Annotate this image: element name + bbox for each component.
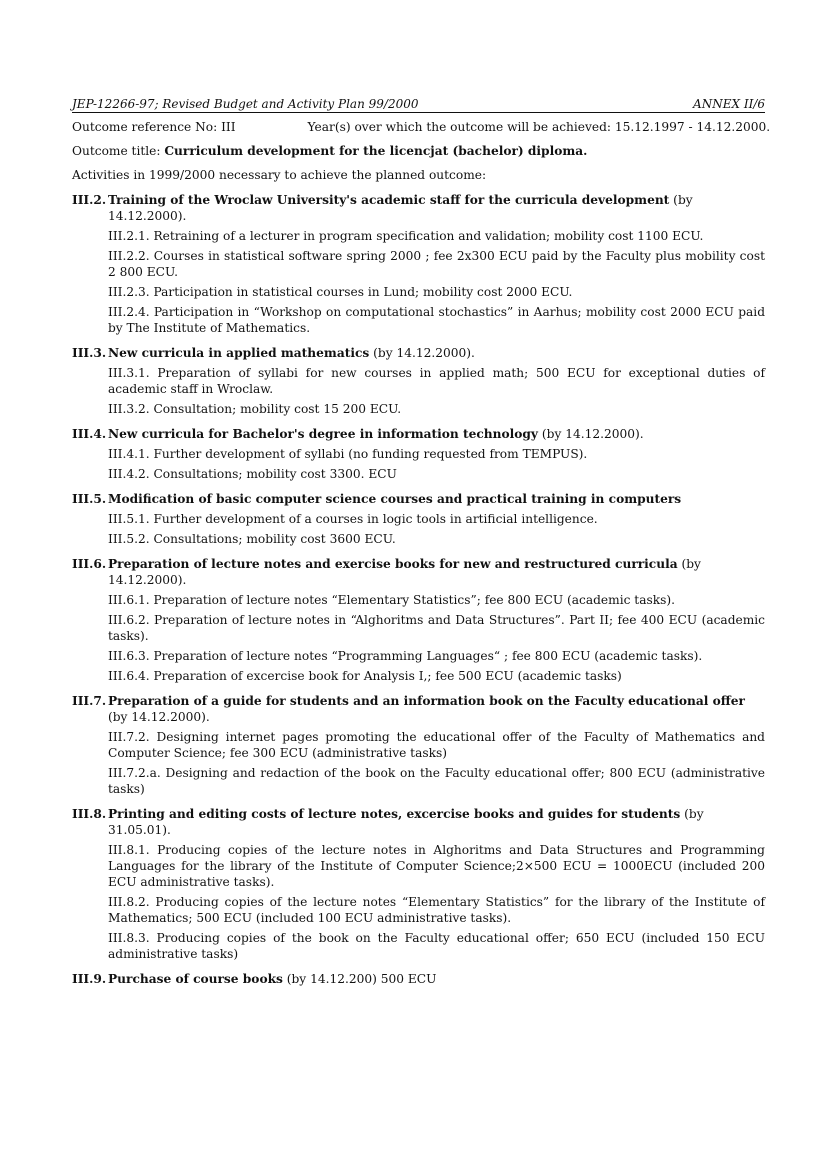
activity-section xyxy=(72,806,765,962)
section-items xyxy=(108,365,765,417)
activity-item: III.2.3. Participation in statistical courses in Lund; mobility cost 2000 ECU. xyxy=(108,285,573,299)
section-title: New curricula in applied mathematics xyxy=(108,346,370,360)
activity-section xyxy=(72,345,765,417)
section-number: III.5. xyxy=(72,492,107,506)
section-number: III.7. xyxy=(72,694,107,708)
section-items xyxy=(108,228,765,336)
activity-item: III.8.2. Producing copies of the lecture notes “Elementary Statistics” for the library of the Institute of Mathematics; 500 ECU (included 100 ECU administrative tasks). xyxy=(108,895,765,925)
section-number: III.8. xyxy=(72,807,107,821)
section-number: III.3. xyxy=(72,346,107,360)
outcome-years: Year(s) over which the outcome will be achieved: 15.12.1997 - 14.12.2000. xyxy=(307,120,771,134)
section-title: Preparation of a guide for students and an information book on the Faculty educational offer xyxy=(108,694,745,708)
section-title-text xyxy=(108,556,765,588)
activity-section xyxy=(72,693,765,797)
activity-item: III.4.1. Further development of syllabi (no funding requested from TEMPUS). xyxy=(108,447,588,461)
section-heading xyxy=(72,806,765,838)
section-deadline: (by 14.12.2000). xyxy=(108,557,701,587)
outcome-reference: Outcome reference No: III xyxy=(72,120,236,134)
activity-item: III.2.2. Courses in statistical software spring 2000 ; fee 2x300 ECU paid by the Faculty plus mobility cost 2 800 ECU. xyxy=(108,249,765,279)
activity-section xyxy=(72,491,765,547)
activity-item: III.8.3. Producing copies of the book on the Faculty educational offer; 650 ECU (included 150 ECU administrative tasks) xyxy=(108,931,765,961)
activity-item: III.2.4. Participation in “Workshop on computational stochastics” in Aarhus; mobility cost 2000 ECU paid by The Institute of Mathematics. xyxy=(108,305,765,335)
section-deadline: (by 14.12.2000). xyxy=(538,427,644,441)
activity-sections xyxy=(72,192,765,987)
section-title: Preparation of lecture notes and exercise books for new and restructured curricula xyxy=(108,557,678,571)
section-items xyxy=(108,592,765,684)
activity-section xyxy=(72,556,765,684)
activity-item: III.7.2. Designing internet pages promoting the educational offer of the Faculty of Mathematics and Computer Science; fee 300 ECU (administrative tasks) xyxy=(108,730,765,760)
activity-item: III.4.2. Consultations; mobility cost 3300. ECU xyxy=(108,467,397,481)
activity-item: III.5.2. Consultations; mobility cost 3600 ECU. xyxy=(108,532,396,546)
section-title-text xyxy=(108,806,765,838)
outcome-title-label: Outcome title: xyxy=(72,144,165,158)
activity-item: III.7.2.a. Designing and redaction of the book on the Faculty educational offer; 800 ECU (administrative tasks) xyxy=(108,766,765,796)
section-title: Purchase of course books xyxy=(108,972,283,986)
activity-item: III.6.1. Preparation of lecture notes “Elementary Statistics”; fee 800 ECU (academic tasks). xyxy=(108,593,675,607)
section-title: Printing and editing costs of lecture notes, excercise books and guides for students xyxy=(108,807,681,821)
section-title-text xyxy=(108,971,436,987)
section-heading xyxy=(72,971,765,987)
section-number: III.9. xyxy=(72,972,107,986)
section-heading xyxy=(72,426,765,442)
document-page xyxy=(72,96,771,987)
section-number: III.6. xyxy=(72,557,107,571)
section-heading xyxy=(72,693,765,725)
header-annex: ANNEX II/6 xyxy=(693,97,765,111)
section-items xyxy=(108,842,765,962)
running-header xyxy=(72,96,765,113)
section-title-text xyxy=(108,491,681,507)
activities-intro: Activities in 1999/2000 necessary to achieve the planned outcome: xyxy=(72,168,487,182)
header-title: JEP-12266-97; Revised Budget and Activity Plan 99/2000 xyxy=(72,97,419,111)
activity-section xyxy=(72,971,765,987)
activity-item: III.5.1. Further development of a courses in logic tools in artificial intelligence. xyxy=(108,512,598,526)
section-deadline: (by 31.05.01). xyxy=(108,807,704,837)
section-deadline: (by 14.12.2000). xyxy=(108,193,693,223)
activity-item: III.6.4. Preparation of excercise book for Analysis I,; fee 500 ECU (academic tasks) xyxy=(108,669,622,683)
section-heading xyxy=(72,192,765,224)
activity-item: III.8.1. Producing copies of the lecture notes in Alghoritms and Data Structures and Programming Languages for the library of the Institute of Computer Science;2×500 ECU = 1000ECU (included 200 ECU administrative tasks). xyxy=(108,843,765,889)
section-deadline: (by 14.12.2000). xyxy=(369,346,475,360)
outcome-title: Curriculum development for the licencjat (bachelor) diploma. xyxy=(164,144,588,158)
section-title-text xyxy=(108,345,475,361)
section-title: Training of the Wroclaw University's academic staff for the curricula development xyxy=(108,193,670,207)
section-title-text xyxy=(108,192,765,224)
section-title-text xyxy=(108,426,644,442)
section-items xyxy=(108,446,765,482)
activity-item: III.3.2. Consultation; mobility cost 15 200 ECU. xyxy=(108,402,402,416)
section-title: Modification of basic computer science courses and practical training in computers xyxy=(108,492,682,506)
section-title-text xyxy=(108,693,765,725)
section-deadline: (by 14.12.200) 500 ECU xyxy=(282,972,437,986)
section-number: III.2. xyxy=(72,193,107,207)
outcome-reference-line xyxy=(72,119,771,135)
section-heading xyxy=(72,491,765,507)
outcome-title-line xyxy=(72,143,765,159)
section-heading xyxy=(72,345,765,361)
section-heading xyxy=(72,556,765,588)
section-items xyxy=(108,511,765,547)
activity-section xyxy=(72,192,765,336)
activity-item: III.2.1. Retraining of a lecturer in program specification and validation; mobility cost 1100 ECU. xyxy=(108,229,704,243)
section-title: New curricula for Bachelor's degree in information technology xyxy=(108,427,539,441)
section-items xyxy=(108,729,765,797)
section-number: III.4. xyxy=(72,427,107,441)
activity-section xyxy=(72,426,765,482)
activity-item: III.6.3. Preparation of lecture notes “Programming Languages“ ; fee 800 ECU (academic tasks). xyxy=(108,649,703,663)
section-deadline: (by 14.12.2000). xyxy=(108,710,210,724)
activity-item: III.6.2. Preparation of lecture notes in “Alghoritms and Data Structures”. Part II; fee 400 ECU (academic tasks). xyxy=(108,613,765,643)
activity-item: III.3.1. Preparation of syllabi for new courses in applied math; 500 ECU for exceptional duties of academic staff in Wroclaw. xyxy=(108,366,765,396)
